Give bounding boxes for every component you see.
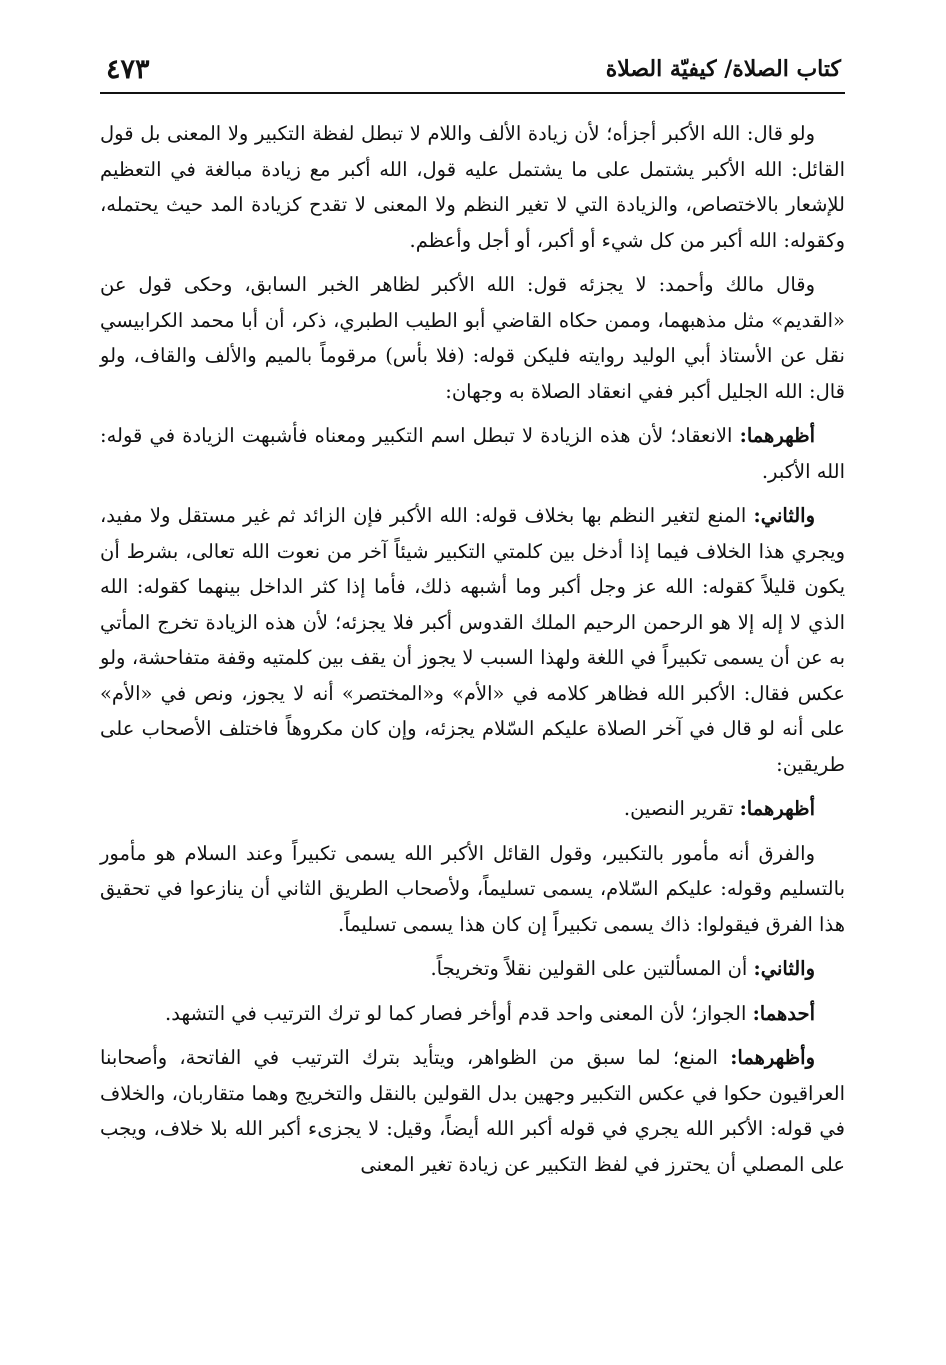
paragraph-lead: أظهرهما: xyxy=(739,797,815,820)
paragraph xyxy=(100,498,845,782)
paragraph-lead: وأظهرهما: xyxy=(730,1046,815,1069)
paragraph-text: أن المسألتين على القولين نقلاً وتخريجاً. xyxy=(430,957,748,980)
paragraph-text: المنع؛ لما سبق من الظواهر، ويتأيد بترك الترتيب في الفاتحة، وأصحابنا العراقيون حكوا في عكس التكبير وجهين بدل القولين بالنقل والتخريج وهما متقاربان، والخلاف في قوله: الأكبر الله يجري في قوله أكبر الله أيضاً، وقيل: لا يجزىء أكبر الله بلا خلاف، ويجب على المصلي أن يحترز في لفظ التكبير عن زيادة تغير المعنى xyxy=(100,1046,845,1176)
paragraph xyxy=(100,996,845,1032)
page-header xyxy=(100,48,845,94)
paragraph-text: ولو قال: الله الأكبر أجزأه؛ لأن زيادة الألف واللام لا تبطل لفظة التكبير ولا المعنى بل قول القائل: الله الأكبر يشتمل على ما يشتمل عليه قول، الله أكبر مع زيادة مبالغة في التعظيم للإشعار بالاختصاص، والزيادة التي لا تغير النظم ولا المعنى لا تقدح كزيادة المد حيث يحتمله، وكقوله: الله أكبر من كل شيء أو أكبر، أو أجل وأعظم. xyxy=(100,122,845,252)
paragraph xyxy=(100,267,845,409)
paragraph-text: الجواز؛ لأن المعنى واحد قدم أوأخر فصار كما لو ترك الترتيب في التشهد. xyxy=(165,1001,747,1025)
paragraph xyxy=(100,951,845,987)
paragraph xyxy=(100,1040,845,1182)
paragraph-text: الانعقاد؛ لأن هذه الزيادة لا تبطل اسم التكبير ومعناه فأشبهت الزيادة في قوله: الله الأكبر. xyxy=(100,424,845,483)
paragraph-text: والفرق أنه مأمور بالتكبير، وقول القائل الأكبر الله يسمى تكبيراً وعند السلام هو مأمور بالتسليم وقوله: عليكم السّلام، يسمى تسليماً، ولأصحاب الطريق الثاني أن ينازعوا في تحقيق هذا الفرق فيقولوا: ذاك يسمى تكبيراً إن كان هذا يسمى تسليماً. xyxy=(100,841,845,936)
paragraph-text: تقرير النصين. xyxy=(623,797,734,820)
paragraph-text: وقال مالك وأحمد: لا يجزئه قول: الله الأكبر لظاهر الخبر السابق، وحكى قول عن «القديم» مثل مذهبهما، وممن حكاه القاضي أبو الطيب الطبري، ذكر، أن أبا محمد الكرابيسي نقل عن الأستاذ أبي الوليد روايته فليكن قوله: (فلا بأس) مرقوماً بالميم والألف والقاف، ولو قال: الله الجليل أكبر ففي انعقاد الصلاة به وجهان: xyxy=(100,273,845,403)
page-number: ٤٧٣ xyxy=(106,54,150,85)
paragraph-lead: أظهرهما: xyxy=(739,424,816,447)
paragraph-lead: والثاني: xyxy=(753,504,815,527)
page-body xyxy=(100,116,845,1191)
paragraph-lead: أحدهما: xyxy=(752,1001,815,1025)
paragraph xyxy=(100,418,845,489)
paragraph xyxy=(100,116,845,258)
running-title: كتاب الصلاة/ كيفيّة الصلاة xyxy=(605,56,841,82)
paragraph xyxy=(100,791,845,827)
paragraph-text: المنع لتغير النظم بها بخلاف قوله: الله الأكبر فإن الزائد ثم غير مستقل ولا مفيد، ويجري هذا الخلاف فيما إذا أدخل بين كلمتي التكبير شيئاً آخر من نعوت الله تعالى، بشرط أن يكون قليلاً كقوله: الله عز وجل أكبر وما أشبهه ذلك، فأما إذا كثر الداخل بينهما كقوله: الله الذي لا إله إلا هو الرحمن الرحيم الملك القدوس أكبر فلا يجزئه؛ لأن هذه الزيادة تخرج المأتي به عن أن يسمى تكبيراً في اللغة ولهذا السبب لا يجوز أن يقف بين كلمتيه وقفة متفاحشة، ولو عكس فقال: الأكبر الله فظاهر كلامه في «الأم» و«المختصر» أنه لا يجوز، ونص في «الأم» على أنه لو قال في آخر الصلاة عليكم السّلام يجزئه، وإن كان مكروهاً فاختلف الأصحاب على طريقين: xyxy=(100,504,845,776)
paragraph-lead: والثاني: xyxy=(753,957,815,980)
paragraph xyxy=(100,836,845,943)
